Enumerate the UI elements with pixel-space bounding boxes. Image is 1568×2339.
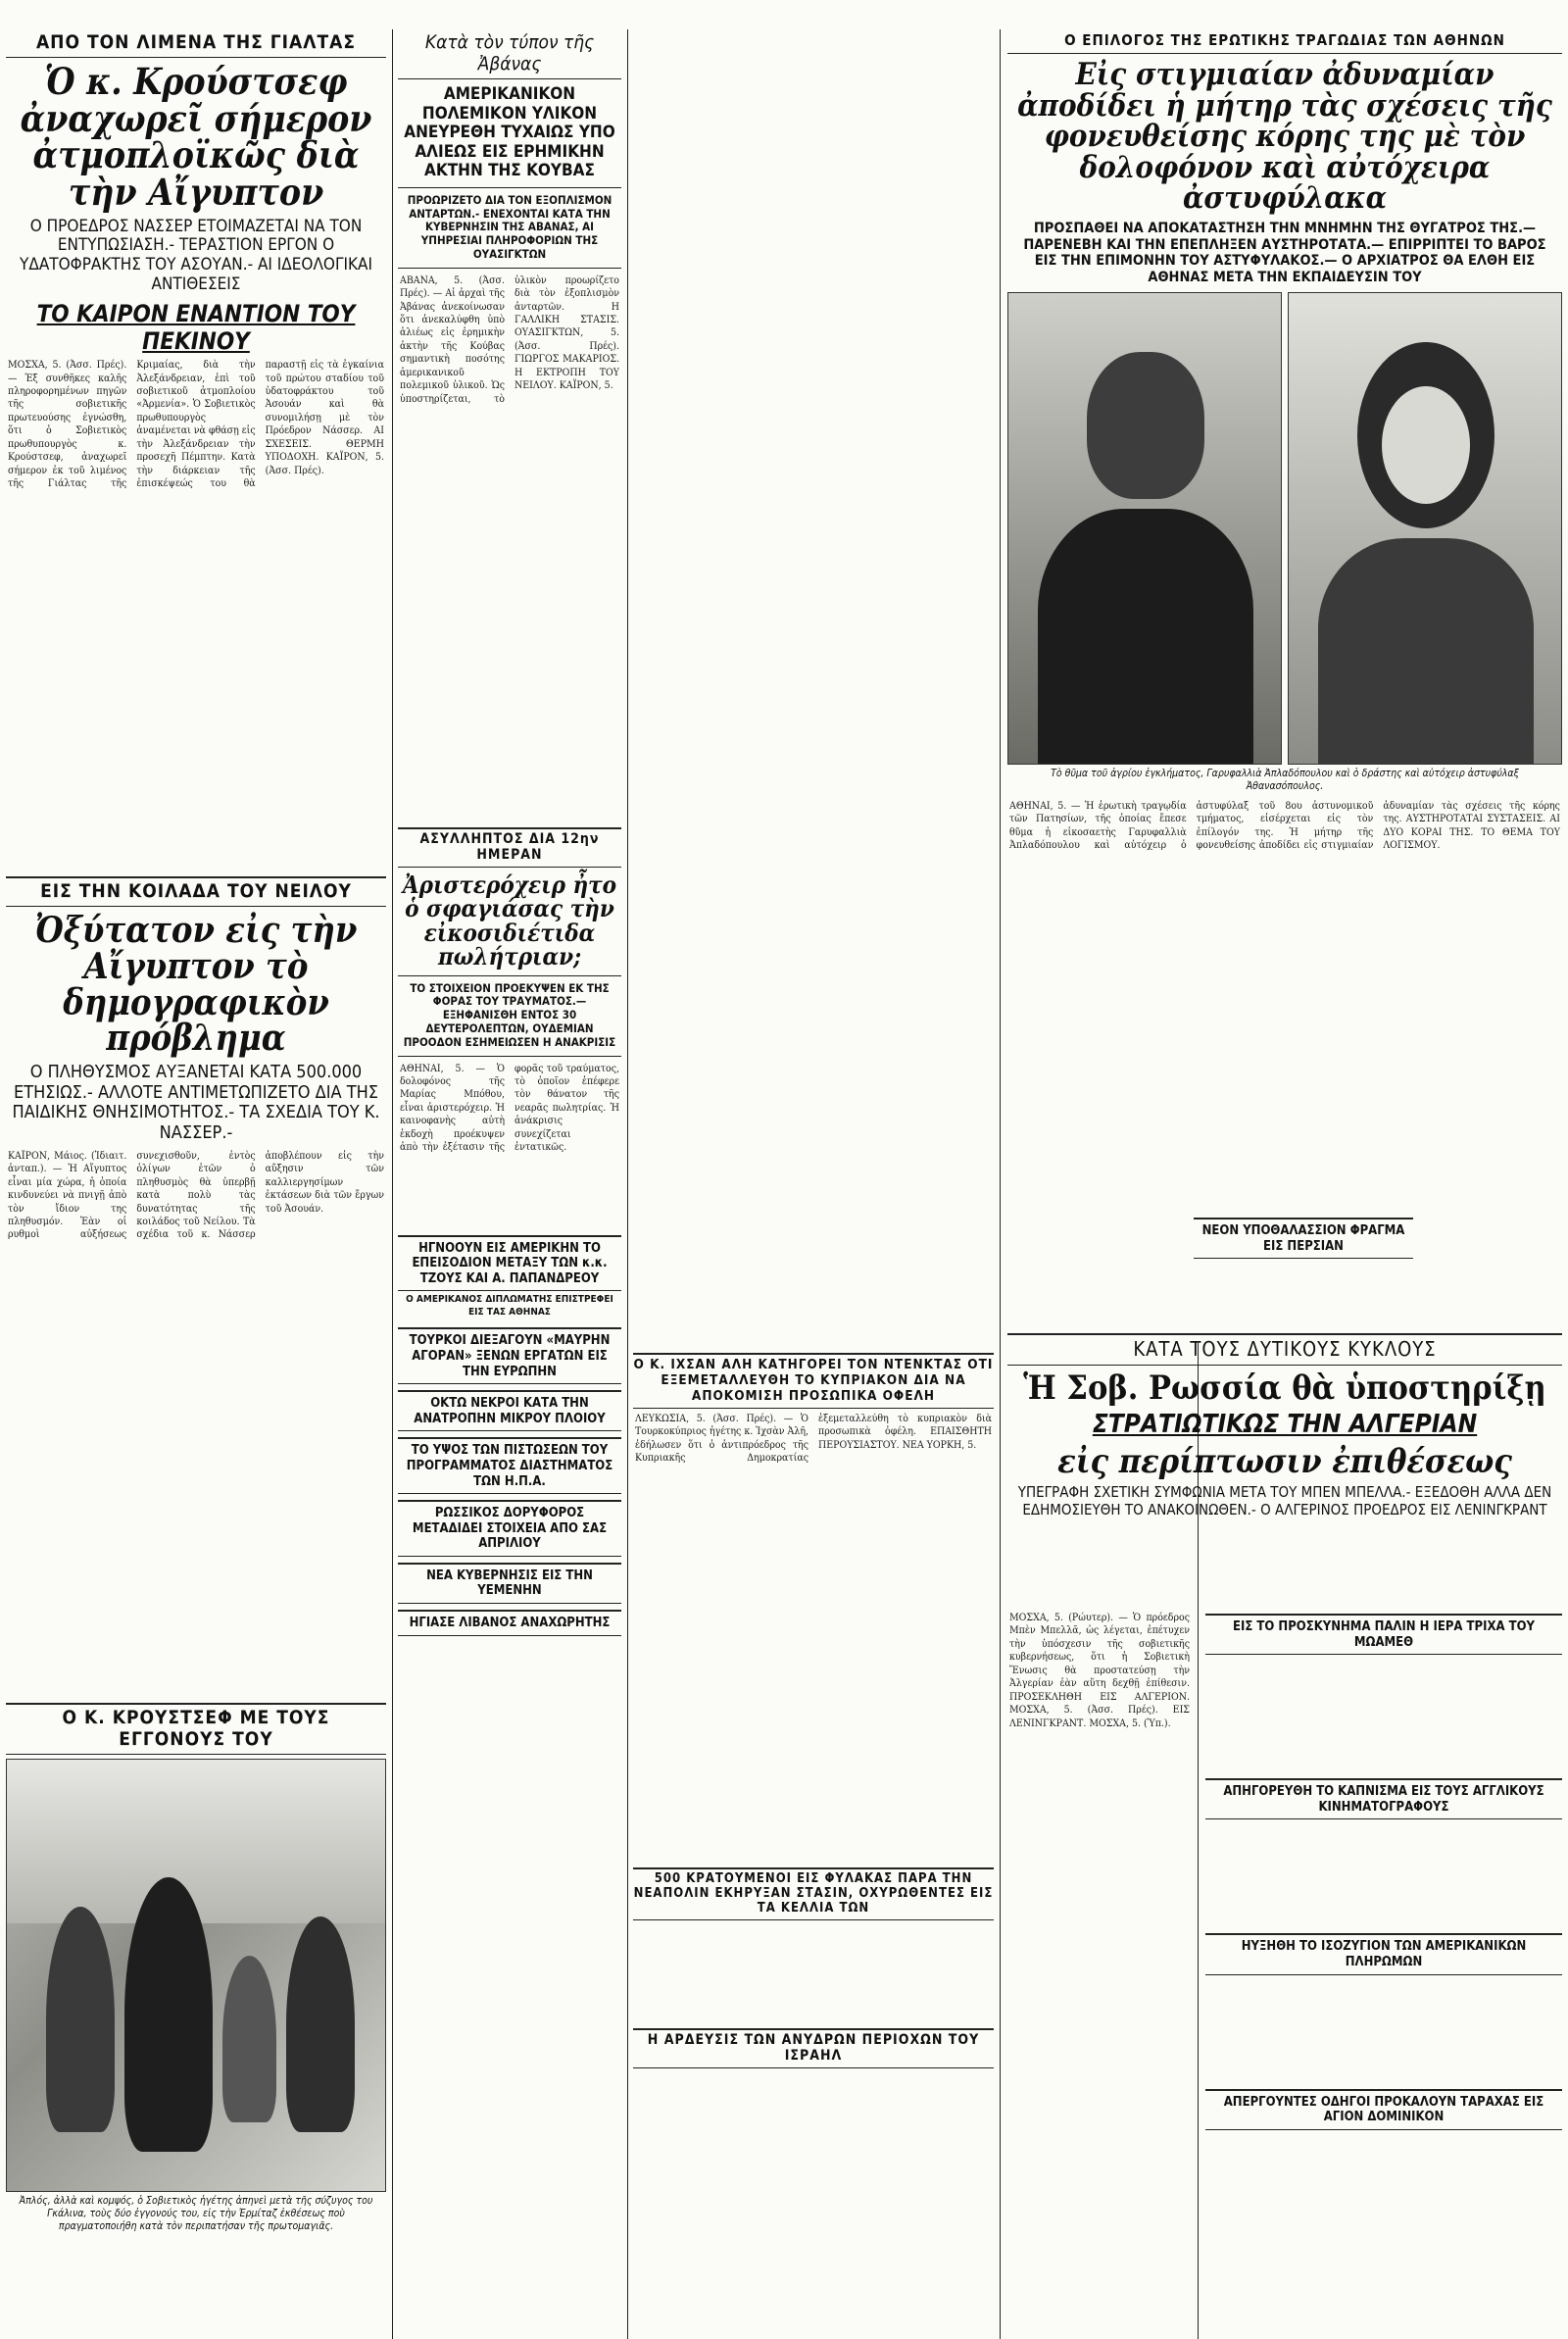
photo-caption: Ἀπλός, ἀλλὰ καὶ κομψός, ὁ Σοβιετικὸς ἡγέτης ἀπηνεὶ μετὰ τῆς σύζυγος του Γκάλινα, τοὺς δύο ἐγγονούς του, εἰς τὴν Ἐρμίταζ ἐκθέσεως ποὺ πραγματοποιήθη κατὰ τὸν περιπατήσαν τῆς πρωτομαγιᾶς.	[19, 2194, 373, 2232]
story-body: ΜΟΣΧΑ, 5. (Ἀσσ. Πρές). — Ἐξ συνθῆκες καλῆς πληροφορημένων πηγῶν τῆς σοβιετικῆς πρωτευούσης ἐγνώσθη, ὅτι ὁ Σοβιετικὸς πρωθυπουργὸς κ. Κρούστσεφ, ἀναχωρεῖ σήμερον ἐκ τοῦ λιμένος τῆς Γιάλτας τῆς Κριμαίας, διὰ τὴν Ἀλεξάνδρειαν, ἐπὶ τοῦ σοβιετικοῦ ἀτμοπλοίου «Ἀρμενία». Ὁ Σοβιετικὸς πρωθυπουργὸς ἀναμένεται νὰ φθάσῃ εἰς τὴν Ἀλεξάνδρειαν τὴν προσεχῆ Πέμπτην. Κατὰ τὴν διάρκειαν τῆς ἐπισκέψεώς του θὰ παραστῇ εἰς τὰ ἐγκαίνια τοῦ πρώτου σταδίου τοῦ ὑδατοφράκτου τοῦ Ἀσουάν καὶ θὰ συνομιλήσῃ μὲ τὸν Πρόεδρον Νάσσερ. ΑΙ ΣΧΕΣΕΙΣ. ΘΕΡΜΗ ΥΠΟΔΟΧΗ. ΚΑΪΡΟΝ, 5. (Ἀσσ. Πρές).	[8, 359, 384, 490]
brief-headline: ΝΕΑ ΚΥΒΕΡΝΗΣΙΣ ΕΙΣ ΤΗΝ ΥΕΜΕΝΗΝ	[398, 1563, 621, 1604]
brief-headline: ΗΓΝΟΟΥΝ ΕΙΣ ΑΜΕΡΙΚΗΝ ΤΟ ΕΠΕΙΣΟΔΙΟΝ ΜΕΤΑΞΥ ΤΩΝ κ.κ. ΤΖΟΥΣ ΚΑΙ Α. ΠΑΠΑΝΔΡΕΟΥ	[398, 1235, 621, 1292]
story-body: ΑΘΗΝΑΙ, 5. — Ὁ δολοφόνος τῆς Μαρίας Μπόθου, εἶναι ἀριστερόχειρ. Ἡ καινοφανὴς αὐτὴ ἐκδοχὴ προέκυψεν ἀπὸ τὴν ἐξέτασιν τῆς φορᾶς τοῦ τραύματος, τὸ ὁποῖον ἐπέφερε τὸν θάνατον τῆς νεαρᾶς πωλητρίας. Ἡ ἀνάκρισις συνεχίζεται ἐντατικῶς.	[400, 1062, 619, 1154]
column-center	[398, 29, 621, 1636]
story-headline: ΑΜΕΡΙΚΑΝΙΚΟΝ ΠΟΛΕΜΙΚΟΝ ΥΛΙΚΟΝ ΑΝΕΥΡΕΘΗ ΤΥΧΑΙΩΣ ΥΠΟ ΑΛΙΕΩΣ ΕΙΣ ΕΡΗΜΙΚΗΝ ΑΚΤΗΝ ΤΗΣ ΚΟΥΒΑΣ	[404, 84, 615, 181]
photo-caption: Τὸ θῦμα τοῦ ἀγρίου ἐγκλήματος, Γαρυφαλλιὰ Ἀπλαδόπουλου καὶ ὁ δράστης καὶ αὐτόχειρ ἀστυφύλαξ Ἀθανασόπουλος.	[1051, 767, 1519, 792]
right-briefs	[1205, 1608, 1562, 2130]
story-subhead: ΠΡΟΣΠΑΘΕΙ ΝΑ ΑΠΟΚΑΤΑΣΤΗΣΗ ΤΗΝ ΜΝΗΜΗΝ ΤΗΣ ΘΥΓΑΤΡΟΣ ΤΗΣ.— ΠΑΡΕΝΕΒΗ ΚΑΙ ΤΗΝ ΕΠΕΠΛΗΞΕΝ ΑΥΣΤΗΡΟΤΑΤΑ.— ΕΠΙΡΡΙΠΤΕΙ ΤΟ ΒΑΡΟΣ ΕΙΣ ΤΗΝ ΕΠΙΜΟΝΗΝ ΤΟΥ ΑΣΤΥΦΥΛΑΚΟΣ.— Ο ΑΡΧΙΑΤΡΟΣ ΘΑ ΕΛΘΗ ΕΙΣ ΑΘΗΝΑΣ ΜΕΤΑ ΤΗΝ ΕΚΠΑΙΔΕΥΣΙΝ ΤΟΥ	[1023, 221, 1546, 286]
story-headline: Ὀξύτατον εἰς τὴν Αἴγυπτον τὸ δημογραφικὸν πρόβλημα	[34, 910, 358, 1060]
story-band: ΤΟ ΚΑΙΡΟΝ ΕΝΑΝΤΙΟΝ ΤΟΥ ΠΕΚΙΝΟΥ	[36, 300, 356, 356]
story-kicker: Ο ΕΠΙΛΟΓΟΣ ΤΗΣ ΕΡΩΤΙΚΗΣ ΤΡΑΓΩΔΙΑΣ ΤΩΝ ΑΘΗΝΩΝ	[1007, 29, 1562, 54]
algeria-body-column	[1007, 1608, 1192, 2331]
officer-portrait-photo	[1007, 292, 1282, 765]
brief-headline: ΑΠΗΓΟΡΕΥΘΗ ΤΟ ΚΑΠΝΙΣΜΑ ΕΙΣ ΤΟΥΣ ΑΓΓΛΙΚΟΥΣ ΚΙΝΗΜΑΤΟΓΡΑΦΟΥΣ	[1205, 1778, 1562, 1819]
story-kicker: 500 ΚΡΑΤΟΥΜΕΝΟΙ ΕΙΣ ΦΥΛΑΚΑΣ ΠΑΡΑ ΤΗΝ ΝΕΑΠΟΛΙΝ ΕΚΗΡΥΞΑΝ ΣΤΑΣΙΝ, ΟΧΥΡΩΘΕΝΤΕΣ ΕΙΣ ΤΑ ΚΕΛΛΙΑ ΤΩΝ	[633, 1867, 994, 1920]
person-figure	[124, 1877, 213, 2152]
story-kicker: Κατὰ τὸν τύπον τῆς Ἀβάνας	[398, 29, 621, 79]
center-right-column	[633, 1353, 994, 2068]
story-headline: Ἀριστερόχειρ ἦτο ὁ σφαγιάσας τὴν εἰκοσιδιέτιδα πωλήτριαν;	[402, 870, 617, 971]
story-kicker: Η ΑΡΔΕΥΣΙΣ ΤΩΝ ΑΝΥΔΡΩΝ ΠΕΡΙΟΧΩΝ ΤΟΥ ΙΣΡΑΗΛ	[633, 2028, 994, 2068]
story-headline-band: ΣΤΡΑΤΙΩΤΙΚΩΣ ΤΗΝ ΑΛΓΕΡΙΑΝ	[1092, 1409, 1478, 1439]
brief-headline: ΗΓΙΑΣΕ ΛΙΒΑΝΟΣ ΑΝΑΧΩΡΗΤΗΣ	[398, 1610, 621, 1636]
story-body: ΚΑΪΡΟΝ, Μάιος. (Ἰδιαιτ. ἀνταπ.). — Ἡ Αἴγυπτος εἶναι μία χώρα, ἡ ὁποία κινδυνεύει νὰ πνιγῇ ἀπὸ τὸν ἴδιον της πληθυσμόν. Ἐὰν οἱ ρυθμοὶ αὐξήσεως συνεχισθοῦν, ἐντὸς ὀλίγων ἐτῶν ὁ πληθυσμὸς θὰ ὑπερβῇ κατὰ πολὺ τὰς δυνατότητας τῆς κοιλάδος τοῦ Νείλου. Τὰ σχέδια τοῦ κ. Νάσσερ ἀποβλέπουν εἰς τὴν αὔξησιν τῶν καλλιεργησίμων ἐκτάσεων διὰ τῶν ἔργων τοῦ Ἀσουάν.	[8, 1149, 384, 1241]
brief-headline: ΤΟ ΥΨΟΣ ΤΩΝ ΠΙΣΤΩΣΕΩΝ ΤΟΥ ΠΡΟΓΡΑΜΜΑΤΟΣ ΔΙΑΣΤΗΜΑΤΟΣ ΤΩΝ Η.Π.Α.	[398, 1437, 621, 1494]
column-rule	[392, 29, 393, 2339]
brief-headline: ΕΙΣ ΤΟ ΠΡΟΣΚΥΝΗΜΑ ΠΑΛΙΝ Η ΙΕΡΑ ΤΡΙΧΑ ΤΟΥ ΜΩΑΜΕΘ	[1205, 1614, 1562, 1655]
algeria-story	[1007, 1333, 1562, 1524]
story-headline: εἰς περίπτωσιν ἐπιθέσεως	[1057, 1441, 1512, 1481]
story-kicker: Ο Κ. ΙΧΣΑΝ ΑΛΗ ΚΑΤΗΓΟΡΕΙ ΤΟΝ ΝΤΕΝΚΤΑΣ ΟΤΙ ΕΞΕΜΕΤΑΛΛΕΥΘΗ ΤΟ ΚΥΠΡΙΑΚΟΝ ΔΙΑ ΝΑ ΑΠΟΚΟΜΙΣΗ ΠΡΟΣΩΠΙΚΑ ΟΦΕΛΗ	[633, 1353, 994, 1409]
story-body: ΑΒΑΝΑ, 5. (Ἀσσ. Πρές). — Αἱ ἀρχαὶ τῆς Ἀβάνας ἀνεκοίνωσαν ὅτι ἀνεκαλύφθη ὑπὸ ἁλιέως εἰς ἐρημικὴν ἀκτὴν τῆς Κούβας σημαντικὴ ποσότης ἀμερικανικοῦ πολεμικοῦ ὑλικοῦ. Ὡς ὑποστηρίζεται, τὸ ὑλικὸν προωρίζετο διὰ τὸν ἐξοπλισμὸν ἀνταρτῶν. Η ΓΑΛΛΙΚΗ ΣΤΑΣΙΣ. ΟΥΑΣΙΓΚΤΩΝ, 5. (Ἀσσ. Πρές). ΓΙΩΡΓΟΣ ΜΑΚΑΡΙΟΣ. Η ΕΚΤΡΟΠΗ ΤΟΥ ΝΕΙΛΟΥ. ΚΑΪΡΟΝ, 5.	[400, 274, 619, 405]
story-kicker: ΚΑΤΑ ΤΟΥΣ ΔΥΤΙΚΟΥΣ ΚΥΚΛΟΥΣ	[1007, 1333, 1562, 1366]
story-subhead: Ο ΠΡΟΕΔΡΟΣ ΝΑΣΣΕΡ ΕΤΟΙΜΑΖΕΤΑΙ ΝΑ ΤΟΝ ΕΝΤΥΠΩΣΙΑΣΗ.- ΤΕΡΑΣΤΙΟΝ ΕΡΓΟΝ Ο ΥΔΑΤΟΦΡΑΚΤΗΣ ΤΟΥ ΑΣΟΥΑΝ.- ΑΙ ΙΔΕΟΛΟΓΙΚΑΙ ΑΝΤΙΘΕΣΕΙΣ	[20, 216, 372, 294]
story-headline: Ὁ κ. Κρούστσεφ ἀναχωρεῖ σήμερον ἀτμοπλοϊκῶς διὰ τὴν Αἴγυπτον	[20, 60, 372, 215]
story-subhead: Ο ΠΛΗΘΥΣΜΟΣ ΑΥΞΑΝΕΤΑΙ ΚΑΤΑ 500.000 ΕΤΗΣΙΩΣ.- ΑΛΛΟΤΕ ΑΝΤΙΜΕΤΩΠΙΖΕΤΟ ΔΙΑ ΤΗΣ ΠΑΙΔΙΚΗΣ ΘΝΗΣΙΜΟΤΗΤΟΣ.- ΤΑ ΣΧΕΔΙΑ ΤΟΥ Κ. ΝΑΣΣΕΡ.-	[12, 1062, 380, 1144]
story-headline: Εἰς στιγμιαίαν ἀδυναμίαν ἀποδίδει ἡ μήτηρ τὰς σχέσεις τῆς φονευθείσης κόρης της μὲ τὸν δολοφόνον καὶ αὐτόχειρα ἀστυφύλακα	[1017, 57, 1552, 217]
column-rule	[1000, 29, 1001, 2339]
victim-portrait-photo	[1288, 292, 1562, 765]
story-kicker: ΕΙΣ ΤΗΝ ΚΟΙΛΑΔΑ ΤΟΥ ΝΕΙΛΟΥ	[6, 876, 386, 907]
story-subhead: ΠΡΟΩΡΙΖΕΤΟ ΔΙΑ ΤΟΝ ΕΞΟΠΛΙΣΜΟΝ ΑΝΤΑΡΤΩΝ.- ΕΝΕΧΟΝΤΑΙ ΚΑΤΑ ΤΗΝ ΚΥΒΕΡΝΗΣΙΝ ΤΗΣ ΑΒΑΝΑΣ, ΑΙ ΥΠΗΡΕΣΙΑΙ ΠΛΗΡΟΦΟΡΙΩΝ ΤΗΣ ΟΥΑΣΙΓΚΤΩΝ	[398, 187, 621, 269]
story-body: ΑΘΗΝΑΙ, 5. — Ἡ ἐρωτικὴ τραγῳδία τῶν Πατησίων, τῆς ὁποίας ἔπεσε θῦμα ἡ εἰκοσαετὴς Γαρυφαλλιὰ Ἀπλαδόπουλου καὶ αὐτόχειρ ὁ ἀστυφύλαξ τοῦ 8ου ἀστυνομικοῦ τμήματος, εἰσέρχεται εἰς τὸν ἐπίλογόν της. Ἡ μήτηρ τῆς φονευθείσης ἀποδίδει εἰς στιγμιαίαν ἀδυναμίαν τὰς σχέσεις τῆς κόρης της. ΑΥΣΤΗΡΟΤΑΤΑΙ ΣΥΣΤΑΣΕΙΣ. ΑΙ ΔΥΟ ΚΟΡΑΙ ΤΗΣ. ΤΟ ΘΕΜΑ ΤΟΥ ΛΟΓΙΣΜΟΥ.	[1009, 799, 1560, 852]
column-right	[1007, 29, 1562, 1259]
story-subhead: ΤΟ ΣΤΟΙΧΕΙΟΝ ΠΡΟΕΚΥΨΕΝ ΕΚ ΤΗΣ ΦΟΡΑΣ ΤΟΥ ΤΡΑΥΜΑΤΟΣ.— ΕΞΗΦΑΝΙΣΘΗ ΕΝΤΟΣ 30 ΔΕΥΤΕΡΟΛΕΠΤΩΝ, ΟΥΔΕΜΙΑΝ ΠΡΟΟΔΟΝ ΕΣΗΜΕΙΩΣΕΝ Η ΑΝΑΚΡΙΣΙΣ	[398, 975, 621, 1057]
story-body: ΛΕΥΚΩΣΙΑ, 5. (Ἀσσ. Πρές). — Ὁ Τουρκοκύπριος ἡγέτης κ. Ἰχσὰν Ἀλῆ, ἐδήλωσεν ὅτι ὁ ἀντιπρόεδρος τῆς Κυπριακῆς Δημοκρατίας ἐξεμεταλλεύθη τὸ κυπριακὸν διὰ προσωπικὰ ὀφέλη. ΕΠΑΙΣΘΗΤΗ ΠΕΡΟΥΣΙΑΣΤΟΥ. ΝΕΑ ΥΟΡΚΗ, 5.	[635, 1413, 992, 1465]
portrait-row	[1007, 292, 1562, 765]
brief-subhead: Ο ΑΜΕΡΙΚΑΝΟΣ ΔΙΠΛΩΜΑΤΗΣ ΕΠΙΣΤΡΕΦΕΙ ΕΙΣ ΤΑΣ ΑΘΗΝΑΣ	[406, 1294, 613, 1318]
story-kicker: ΑΠΟ ΤΟΝ ΛΙΜΕΝΑ ΤΗΣ ΓΙΑΛΤΑΣ	[6, 29, 386, 58]
person-figure	[46, 1907, 115, 2132]
story-kicker: ΑΣΥΛΛΗΠΤΟΣ ΔΙΑ 12ην ΗΜΕΡΑΝ	[398, 827, 621, 868]
brief-headline: ΟΚΤΩ ΝΕΚΡΟΙ ΚΑΤΑ ΤΗΝ ΑΝΑΤΡΟΠΗΝ ΜΙΚΡΟΥ ΠΛΟΙΟΥ	[398, 1390, 621, 1431]
brief-headline: ΝΕΟΝ ΥΠΟΘΑΛΑΣΣΙΟΝ ΦΡΑΓΜΑ ΕΙΣ ΠΕΡΣΙΑΝ	[1194, 1218, 1413, 1259]
brief-headline: ΡΩΣΣΙΚΟΣ ΔΟΡΥΦΟΡΟΣ ΜΕΤΑΔΙΔΕΙ ΣΤΟΙΧΕΙΑ ΑΠΟ ΣΑΣ ΑΠΡΙΛΙΟΥ	[398, 1500, 621, 1557]
photo-kicker: Ο Κ. ΚΡΟΥΣΤΣΕΦ ΜΕ ΤΟΥΣ ΕΓΓΟΝΟΥΣ ΤΟΥ	[6, 1703, 386, 1755]
khrushchev-grandchildren-photo	[6, 1759, 386, 2192]
story-body: ΜΟΣΧΑ, 5. (Ρώυτερ). — Ὁ πρόεδρος Μπὲν Μπελλᾶ, ὡς λέγεται, ἐπέτυχεν τὴν ὑπόσχεσιν τῆς σοβιετικῆς κυβερνήσεως, ὅτι ἡ Σοβιετικὴ Ἕνωσις θὰ προστατεύσῃ τὴν Ἀλγερίαν ἐὰν αὕτη δεχθῇ ἐπίθεσιν. ΠΡΟΣΕΚΛΗΘΗ ΕΙΣ ΑΛΓΕΡΙΟΝ. ΜΟΣΧΑ, 5. (Ἀσσ. Πρές). ΕΙΣ ΛΕΝΙΝΓΚΡΑΝΤ. ΜΟΣΧΑ, 5. (Ὑπ.).	[1009, 1612, 1190, 1729]
column-left	[6, 29, 386, 2236]
brief-headline: ΗΥΞΗΘΗ ΤΟ ΙΣΟΖΥΓΙΟΝ ΤΩΝ ΑΜΕΡΙΚΑΝΙΚΩΝ ΠΛΗΡΩΜΩΝ	[1205, 1933, 1562, 1974]
column-rule	[627, 29, 628, 2339]
person-figure	[222, 1956, 276, 2122]
brief-headline: ΑΠΕΡΓΟΥΝΤΕΣ ΟΔΗΓΟΙ ΠΡΟΚΑΛΟΥΝ ΤΑΡΑΧΑΣ ΕΙΣ ΑΓΙΟΝ ΔΟΜΙΝΙΚΟΝ	[1205, 2089, 1562, 2130]
story-subhead: ΥΠΕΓΡΑΦΗ ΣΧΕΤΙΚΗ ΣΥΜΦΩΝΙΑ ΜΕΤΑ ΤΟΥ ΜΠΕΝ ΜΠΕΛΛΑ.- ΕΞΕΔΟΘΗ ΑΛΛΑ ΔΕΝ ΕΔΗΜΟΣΙΕΥΘΗ ΤΟ ΑΝΑΚΟΙΝΩΘΕΝ.- Ο ΑΛΓΕΡΙΝΟΣ ΠΡΟΕΔΡΟΣ ΕΙΣ ΛΕΝΙΝΓΚΡΑΝΤ	[1017, 1483, 1552, 1518]
brief-headline: ΤΟΥΡΚΟΙ ΔΙΕΞΑΓΟΥΝ «ΜΑΥΡΗΝ ΑΓΟΡΑΝ» ΞΕΝΩΝ ΕΡΓΑΤΩΝ ΕΙΣ ΤΗΝ ΕΥΡΩΠΗΝ	[398, 1327, 621, 1384]
person-figure	[286, 1916, 355, 2132]
story-headline: Ἡ Σοβ. Ρωσσία θὰ ὑποστηρίξῃ	[1023, 1369, 1546, 1408]
